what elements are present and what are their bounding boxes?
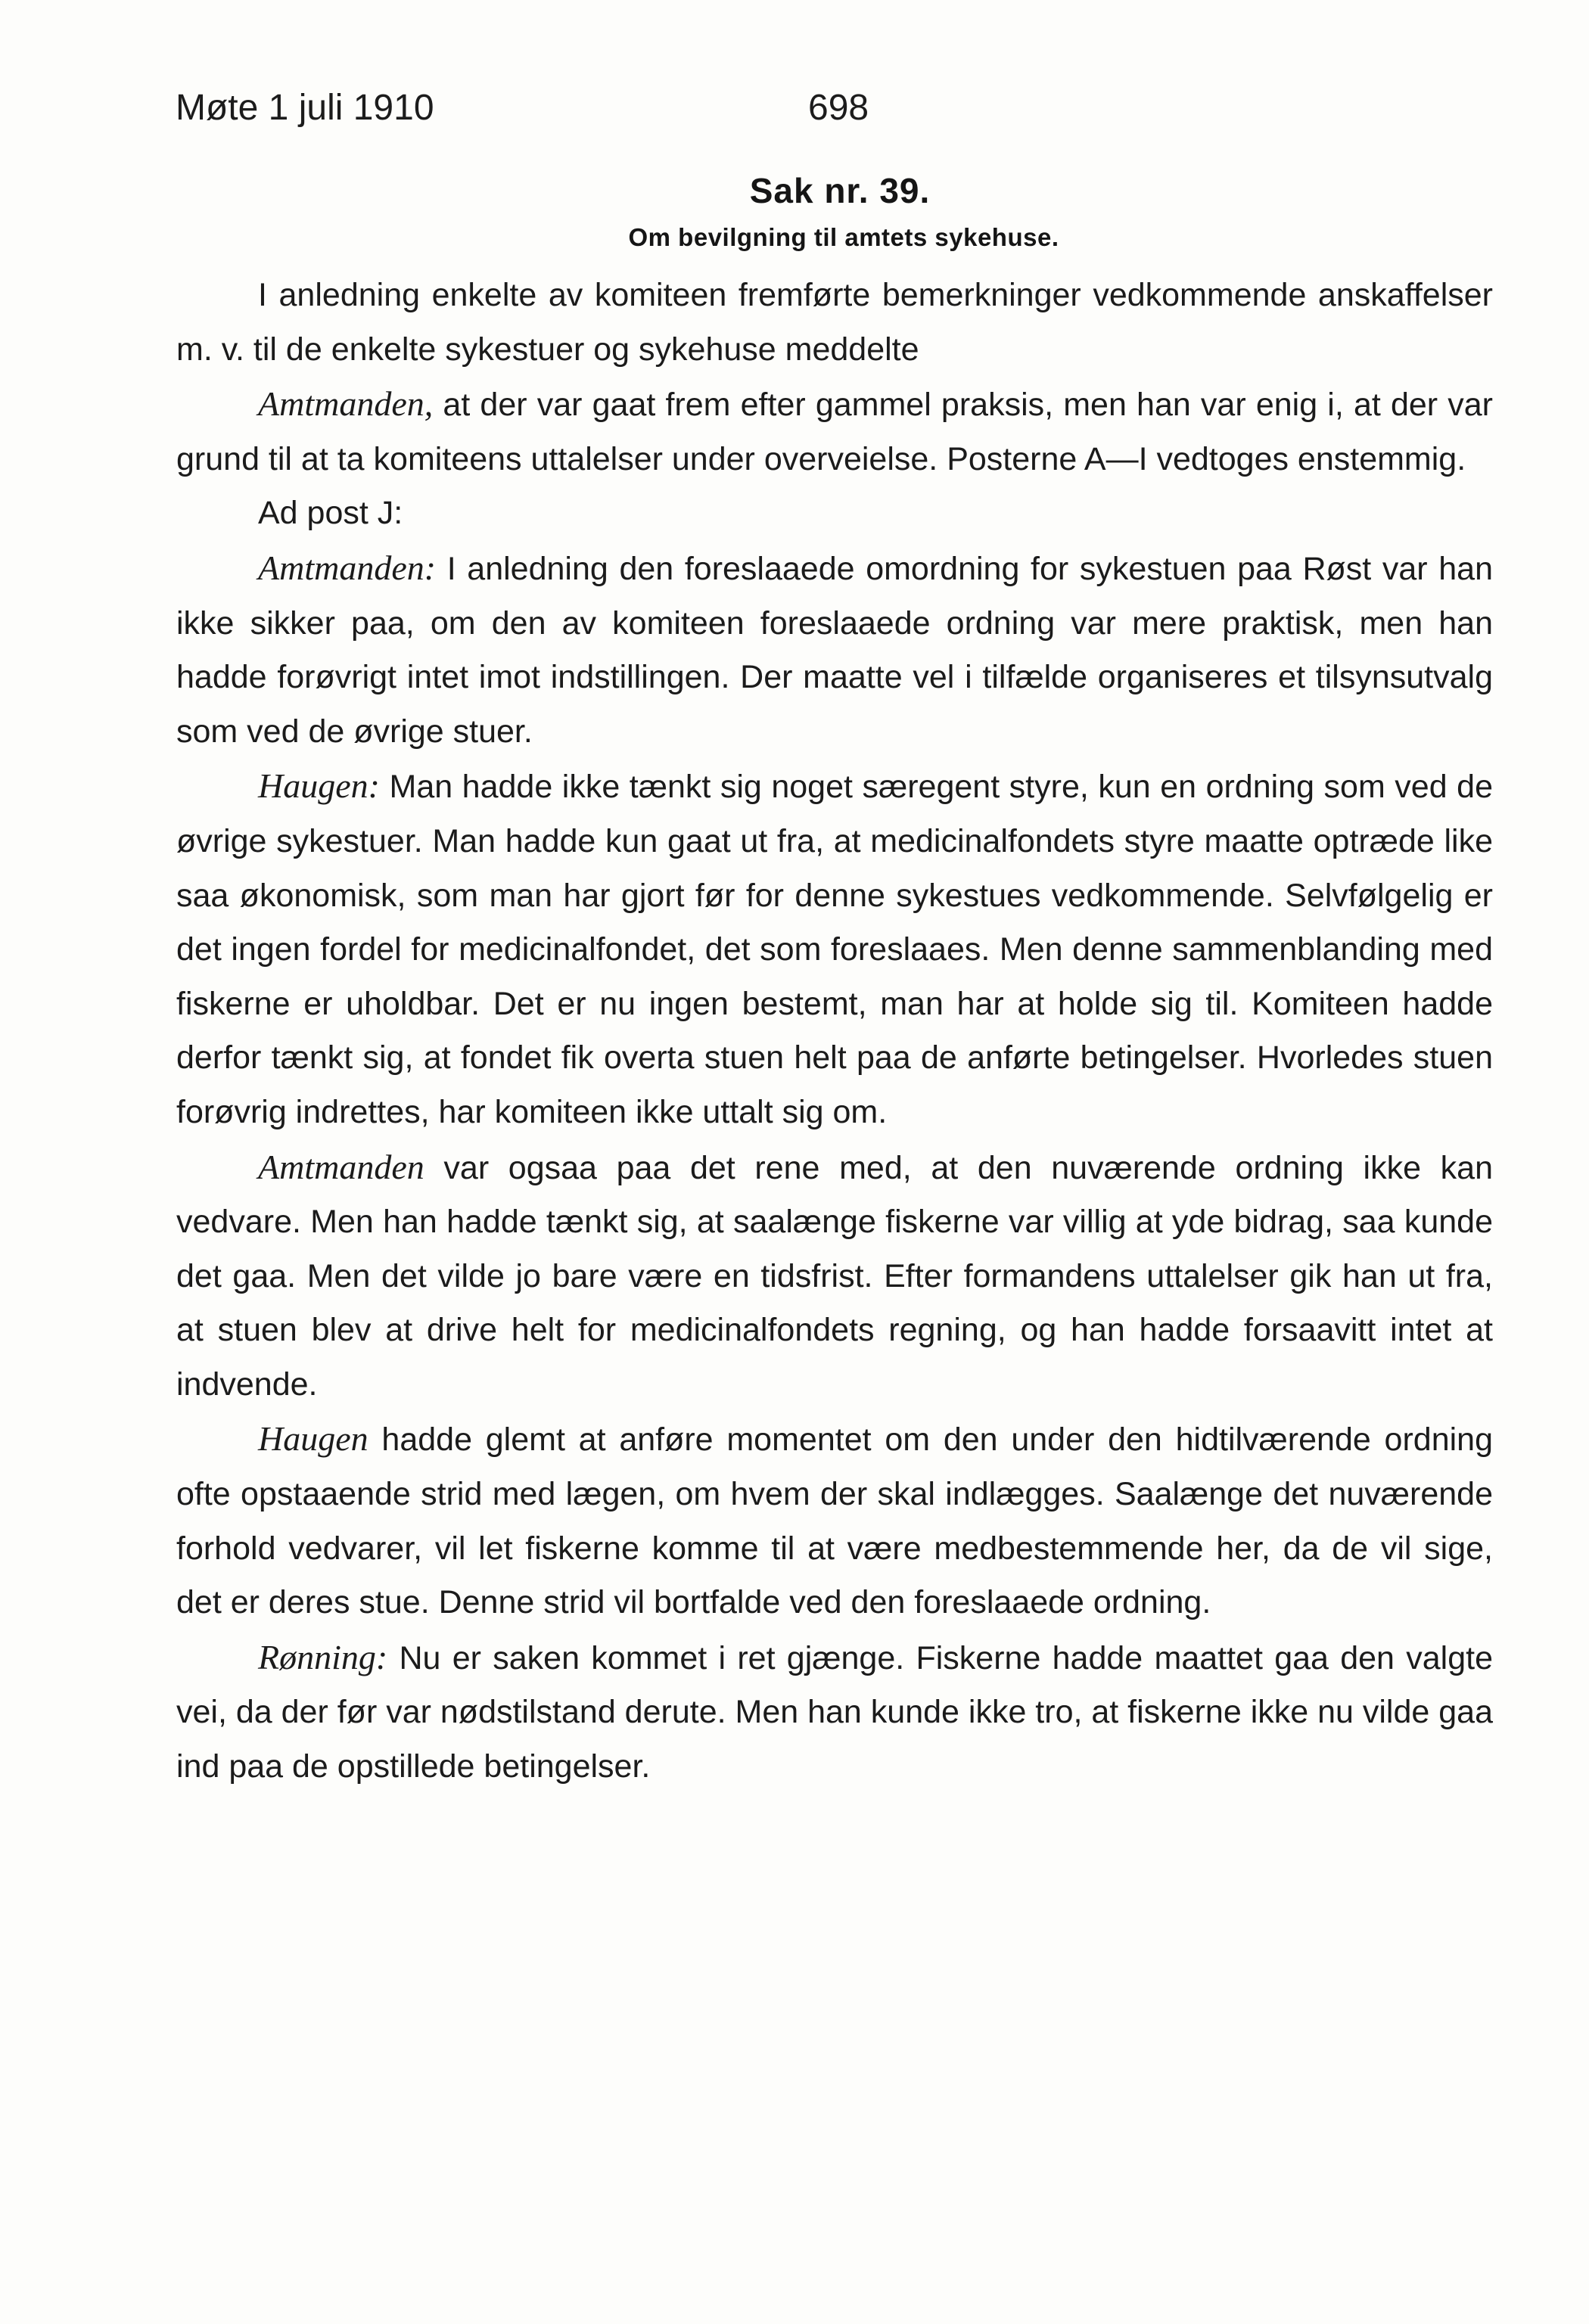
paragraph [176,1140,1493,1412]
paragraph-text: I anledning den foreslaaede omordning for sykestuen paa Røst var han ikke sikker paa, om den av komiteen foreslaaede ordning var mere praktisk, men han hadde forøvrigt intet imot indstillingen. Der maatte vel i tilfælde organiseres et tilsynsutvalg som ved de øvrige stuer. [176,550,1493,750]
paragraph [176,377,1493,486]
case-subtitle: Om bevilgning til amtets sykehuse. [628,223,1059,251]
paragraph-text: var ogsaa paa det rene med, at den nuværende ordning ikke kan vedvare. Men han hadde tænkt sig, at saalænge fiskerne var villig at yde bidrag, saa kunde det gaa. Men det vilde jo bare være en tidsfrist. Efter formandens uttalelser gik han ut fra, at stuen blev at drive helt for medicinalfondets regning, og han hadde forsaavitt intet at indvende. [176,1149,1493,1403]
paragraph [176,1630,1493,1794]
paragraph-text: at der var gaat frem efter gammel praksis, men han var enig i, at der var grund til at ta komiteens uttalelser under overveielse. Posterne A—I vedtoges enstemmig. [176,387,1493,477]
paragraph-text: hadde glemt at anføre momentet om den under den hidtilværende ordning ofte opstaaende strid med lægen, om hvem der skal indlægges. Saalænge det nuværende forhold vedvarer, vil let fiskerne komme til at være medbestemmende her, da de vil sige, det er deres stue. Denne strid vil bortfalde ved den foreslaaede ordning. [176,1421,1493,1621]
page-header [176,87,1491,140]
paragraph [176,759,1493,1139]
speaker-name: Rønning: [258,1637,388,1676]
page-number: 698 [808,88,869,128]
speaker-name: Amtmanden: [258,548,437,587]
speaker-name: Amtmanden, [258,384,434,424]
paragraph-text: Nu er saken kommet i ret gjænge. Fiskerne hadde maattet gaa den valgte vei, da der før var nødstilstand derute. Men han kunde ikke tro, at fiskerne ikke nu vilde gaa ind paa de opstillede betingelser. [176,1639,1494,1785]
body-text [176,269,1493,1794]
paragraph [176,486,1493,541]
speaker-name: Haugen: [258,766,380,806]
paragraph-text: I anledning enkelte av komiteen fremførte bemerkninger vedkommende anskaffelser m. v. til de enkelte sykestuer og sykehuse meddelte [176,277,1493,368]
paragraph-text: Man hadde ikke tænkt sig noget særegent styre, kun en ordning som ved de øvrige sykestuer. Man hadde kun gaat ut fra, at medicinalfondets styre maatte optræde like saa økonomisk, som man har gjort før for denne sykestues vedkommende. Selvfølgelig er det ingen fordel for medicinalfondet, det som foreslaaes. Men denne sammenblanding med fiskerne er uholdbar. Det er nu ingen bestemt, man har at holde sig til. Komiteen hadde derfor tænkt sig, at fondet fik overta stuen helt paa de anførte betingelser. Hvorledes stuen forøvrig indrettes, har komiteen ikke uttalt sig om. [176,769,1493,1130]
paragraph [176,1412,1493,1630]
case-title: Sak nr. 39. [749,171,931,210]
speaker-name: Amtmanden [258,1147,424,1186]
paragraph [176,269,1493,377]
paragraph [176,541,1493,759]
paragraph-text: Ad post J: [258,495,403,532]
meeting-date: Møte 1 juli 1910 [176,88,434,128]
speaker-name: Haugen [258,1419,368,1459]
